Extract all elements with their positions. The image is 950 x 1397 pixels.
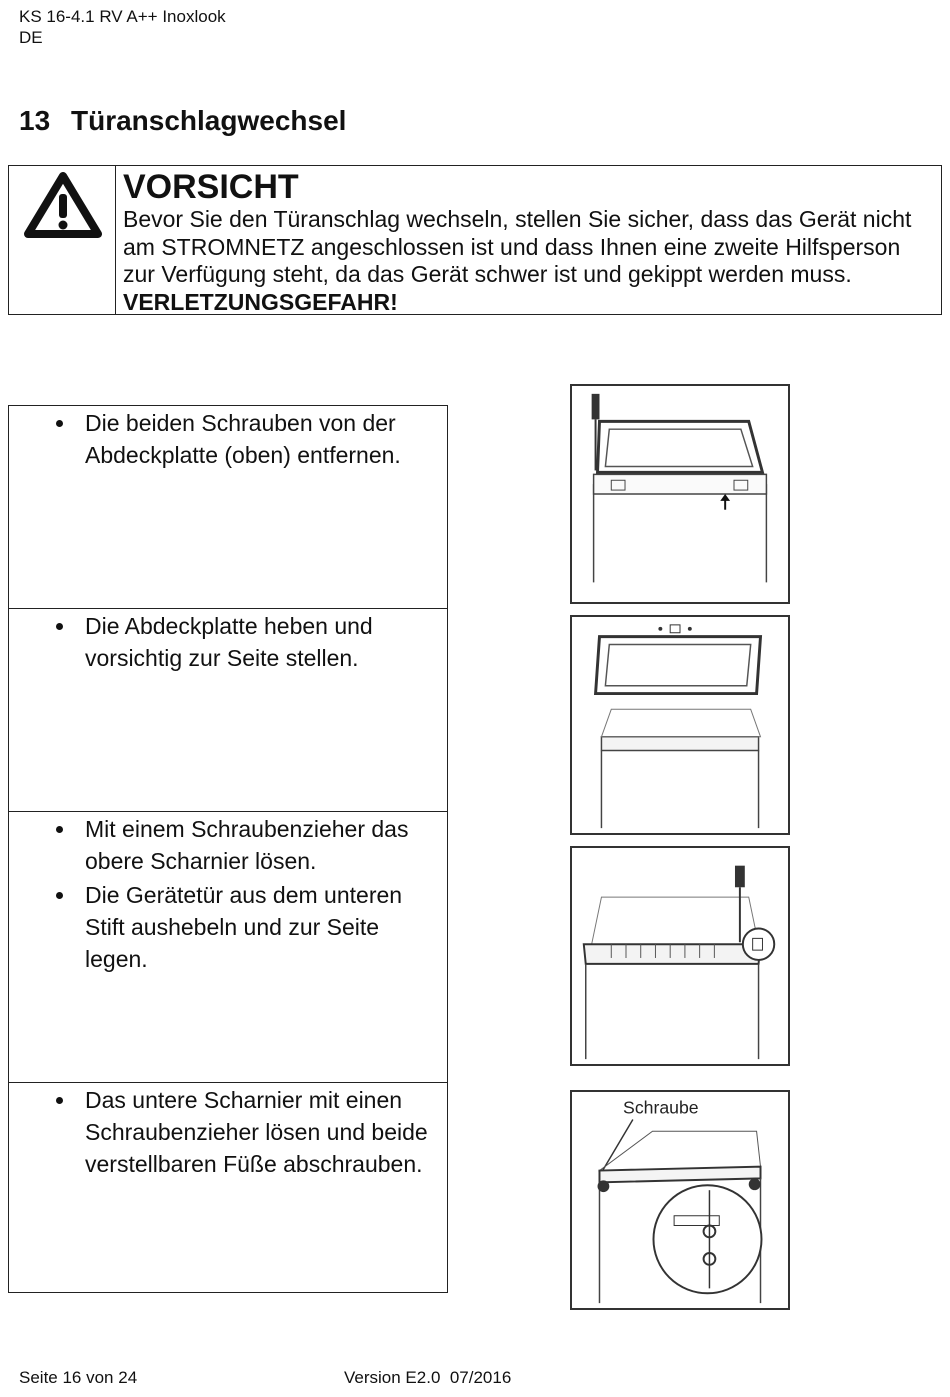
warning-box: [8, 165, 942, 315]
step-bullet: [9, 1084, 447, 1180]
figure-upper-hinge: [570, 846, 790, 1066]
figure-remove-screws: [570, 384, 790, 604]
step-text: Die Gerätetür aus dem unteren Stift aushebeln und zur Seite legen.: [85, 882, 403, 972]
fridge-top-cover-illustration: [572, 386, 788, 602]
step-bullet: [9, 407, 447, 471]
section-title: Türanschlagwechsel: [71, 105, 347, 136]
fridge-lower-hinge-illustration: [572, 1092, 788, 1308]
step-bullet: [9, 610, 447, 674]
document-model-header: KS 16-4.1 RV A++ Inoxlook: [19, 7, 226, 26]
fridge-lift-cover-illustration: [572, 617, 788, 833]
steps-table: [8, 405, 448, 1293]
step-bullet: [9, 879, 447, 975]
warning-triangle-icon: [23, 170, 103, 240]
bullet-icon: [56, 1097, 63, 1104]
footer-page-number: Seite 16 von 24: [19, 1368, 138, 1387]
step-row-2: [9, 609, 447, 812]
step-row-4: [9, 1083, 447, 1292]
bullet-icon: [56, 892, 63, 899]
step-row-1: [9, 406, 447, 609]
footer-version: Version E2.0 07/2016: [344, 1368, 512, 1387]
warning-icon-cell: [9, 166, 116, 314]
warning-title: VORSICHT: [123, 168, 299, 206]
warning-body-text: Bevor Sie den Türanschlag wechseln, stellen Sie sicher, dass das Gerät nicht am STROMNETZ angeschlossen ist und dass Ihnen eine zweite Hilfsperson zur Verfügung steht, da das Gerät schwer ist und gekippt werden muss.: [123, 206, 912, 287]
warning-body: [123, 206, 931, 316]
figure-lift-cover: [570, 615, 790, 835]
warning-text-cell: [123, 166, 931, 316]
fridge-upper-hinge-illustration: [572, 848, 788, 1064]
step-row-3: [9, 812, 447, 1083]
figure-label-schraube: Schraube: [623, 1097, 699, 1118]
bullet-icon: [56, 826, 63, 833]
bullet-icon: [56, 420, 63, 427]
step-text: Mit einem Schraubenzieher das obere Scharnier lösen.: [85, 816, 409, 874]
step-text: Die beiden Schrauben von der Abdeckplatte (oben) entfernen.: [85, 410, 401, 468]
section-number: 13: [19, 105, 51, 136]
step-text: Die Abdeckplatte heben und vorsichtig zur Seite stellen.: [85, 613, 373, 671]
step-text: Das untere Scharnier mit einen Schraubenzieher lösen und beide verstellbaren Füße abschrauben.: [85, 1087, 428, 1177]
bullet-icon: [56, 623, 63, 630]
warning-emphasis: VERLETZUNGSGEFAHR!: [123, 288, 398, 315]
document-language: DE: [19, 28, 43, 47]
section-heading: [19, 104, 346, 138]
figure-lower-hinge: [570, 1090, 790, 1310]
step-bullet: [9, 813, 447, 877]
